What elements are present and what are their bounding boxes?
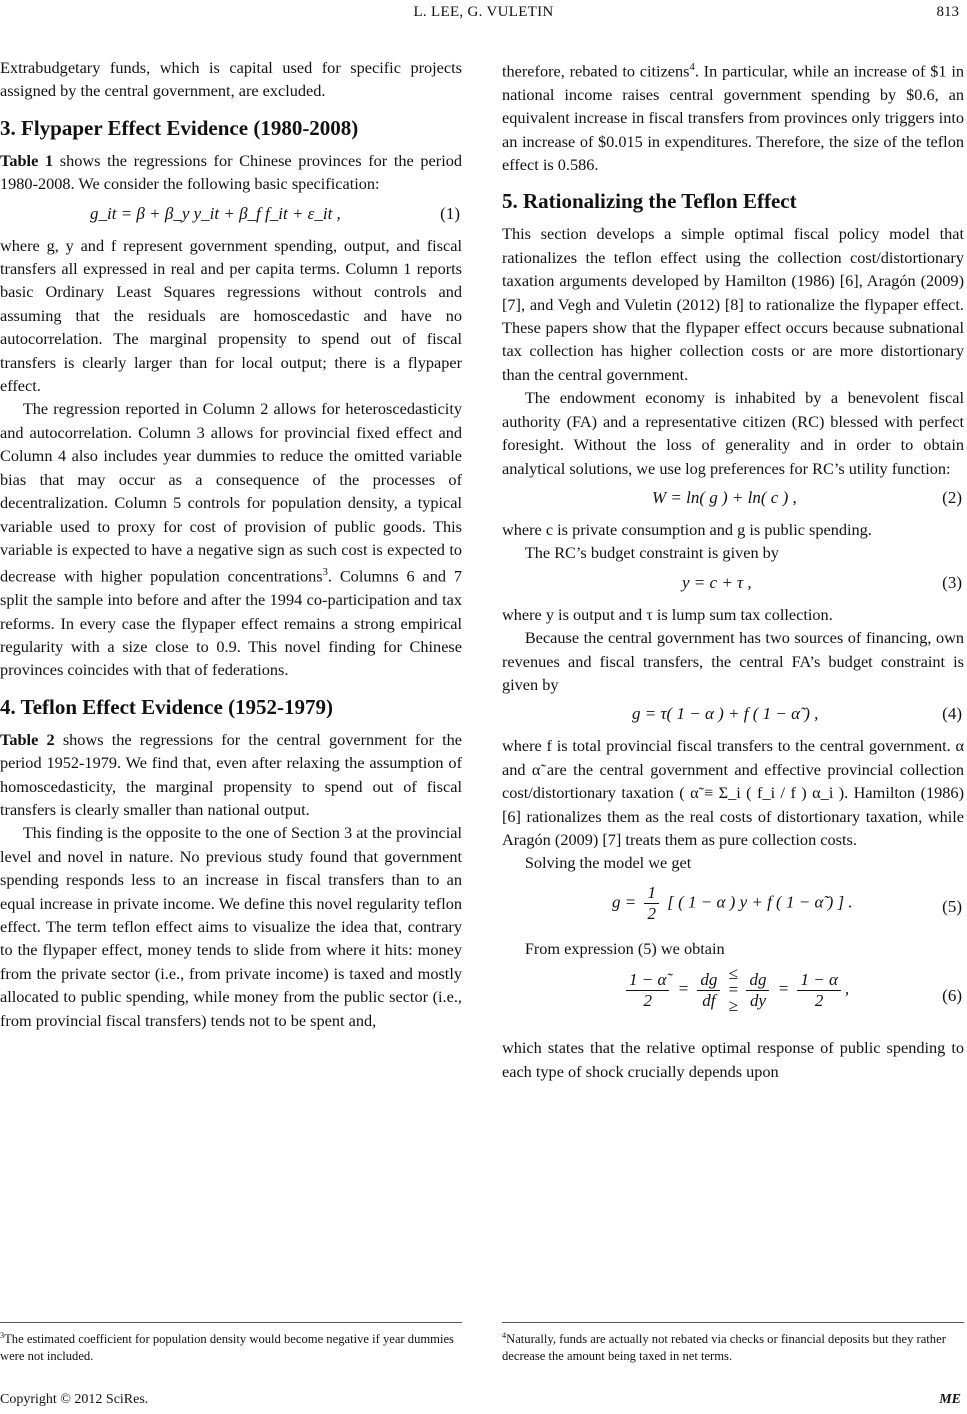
continued-rest: . In particular, while an increase of $1 in national income raises central government spending by $0.6, an equivalent increase in fiscal transfers from provinces only triggers into an increase of $0.015 in expenditures. Therefore, the size of the teflon effect is 0.586.: [502, 61, 964, 175]
section-5-paragraph-2: The endowment economy is inhabited by a benevolent fiscal authority (FA) and a representative citizen (RC) blessed with perfect foresight. Without the loss of generality and in order to obtain analytical solutions, we use log preferences for RC’s utility function:: [502, 388, 964, 478]
section-5-paragraph-10: which states that the relative optimal response of public spending to each type of shock crucially depends upon: [502, 1038, 964, 1081]
section-5-paragraph-5: where y is output and τ is lump sum tax collection.: [502, 604, 833, 624]
footnote-rule-left: [0, 1322, 462, 1323]
equation-5-denominator: 2: [647, 903, 656, 923]
equation-1-number: (1): [440, 203, 460, 223]
section-4-paragraph-2: This finding is the opposite to the one of Section 3 at the provincial level and novel in nature. No previous study found that government spending responds less to an increase in fiscal transfers than to an equal increase in private income. We define this novel regularity teflon effect. The term teflon effect aims to visualize the idea that, contrary to the flypaper effect, money tends to slide from where it hits: money from the private sector (i.e., from private income) is taxed and mostly allocated to public spending, while money from the public sector (i.e., from provincial fiscal transfers) tends not to be spent and,: [0, 823, 462, 1030]
equation-3-body: y = c + τ ,: [682, 572, 752, 592]
section-4-paragraph-1: [0, 728, 462, 822]
equation-5: [502, 875, 964, 937]
section-3-p3-text: The regression reported in Column 2 allows for heteroscedasticity and autocorrelation. Column 3 allows for provincial fixed effect and Column 4 also includes year dummies to reduce the omitted variable bias that may occur as a consequence of the processes of decentralization. Column 5 controls for population density, a typical variable used to proxy for cost of provision of public goods. This variable is expected to have a negative sign as such cost is expected to decrease with higher population concentrations: [0, 399, 462, 586]
section-4-heading: 4. Teflon Effect Evidence (1952-1979): [0, 694, 334, 719]
equation-2: [502, 480, 964, 518]
copyright-notice: Copyright © 2012 SciRes.: [0, 1392, 149, 1407]
equation-3-number: (3): [942, 572, 962, 592]
equation-6-term-c: [746, 970, 769, 1011]
equation-4: [502, 696, 964, 734]
equation-5-body: [612, 883, 853, 924]
page-number: 813: [936, 4, 959, 20]
section-5-paragraph-4: The RC’s budget constraint is given by: [524, 543, 779, 563]
footnote-4: [502, 1327, 964, 1365]
equation-6-b-num: dg: [697, 970, 720, 991]
intro-paragraph: Extrabudgetary funds, which is capital used for specific projects assigned by the central government, are excluded.: [0, 58, 462, 101]
section-5-paragraph-8: Solving the model we get: [524, 853, 692, 873]
section-5-paragraph-9: From expression (5) we obtain: [524, 938, 725, 958]
running-header: [0, 0, 967, 30]
section-3-heading: 3. Flypaper Effect Evidence (1980-2008): [0, 115, 359, 140]
equation-6-d-den: 2: [814, 990, 824, 1010]
section-3-paragraph-1: [0, 149, 462, 196]
footnote-4-marker[interactable]: 4: [689, 62, 695, 73]
equation-6-term-d: [797, 970, 840, 1011]
equation-6-b-den: df: [702, 990, 716, 1010]
equation-6: [502, 960, 964, 1036]
footnote-3-marker[interactable]: 3: [322, 567, 328, 579]
footnote-3-text: The estimated coefficient for population density would become negative if year dummies were not included.: [0, 1332, 454, 1364]
equation-2-body: W = ln( g ) + ln( c ) ,: [652, 487, 797, 507]
section-3-p3-rest: . Columns 6 and 7 split the sample into before and after the 1994 co-participation and tax reforms. In every case the flypaper effect remains a strong empirical regularity with a size close to 0.9. This novel finding for Chinese provinces coincides with that of federations.: [0, 566, 462, 680]
table-2-ref: Table 2: [0, 729, 55, 749]
equation-5-number: (5): [942, 896, 962, 916]
equation-6-term-b: [697, 970, 720, 1011]
right-column: [502, 56, 964, 1083]
equation-6-c-num: dg: [746, 970, 769, 991]
equation-6-ge: ≥: [728, 996, 739, 1016]
equation-6-d-num: 1 − α: [797, 970, 840, 991]
equation-6-a-num: 1 − α̃: [626, 970, 669, 991]
left-column: [0, 56, 462, 1032]
footnote-3-number: 3: [0, 1331, 5, 1340]
table-1-ref: Table 1: [0, 150, 54, 170]
equation-6-number: (6): [942, 986, 962, 1006]
equation-5-numerator: 1: [644, 883, 659, 904]
equation-6-relation: ≤ = ≥: [728, 964, 739, 1016]
equation-2-number: (2): [942, 487, 962, 507]
footnote-3: [0, 1327, 462, 1365]
section-5-paragraph-6: Because the central government has two sources of financing, own revenues and fiscal transfers, the central FA’s budget constraint is given by: [502, 628, 964, 694]
section-5-paragraph-7: where f is total provincial fiscal transfers to the central government. α and α̃ are the central government and effective provincial collection cost/distortionary taxation ( α̃ ≡ Σ_i ( f_i / f ) α_i ). Hamilton (1986) [6] rationalizes them as the real costs of distortionary taxation, while Aragón (2009) [7] treats them as pure collection costs.: [502, 736, 964, 849]
running-title: L. LEE, G. VULETIN: [413, 4, 554, 20]
section-4-p1-text: shows the regressions for the central government for the period 1952-1979. We find that, even after relaxing the assumption of homoscedasticity, the marginal propensity to spend out of fiscal transfers is clearly smaller than national output.: [0, 729, 462, 819]
section-3-paragraph-3: [0, 397, 462, 681]
continued-paragraph: [502, 56, 964, 176]
journal-abbreviation: ME: [939, 1392, 961, 1407]
equation-6-le: ≤: [728, 964, 739, 984]
equation-6-body: $\frac{1 - \alphã}{2}$ = $\frac{dg}{df}$ ≤ = ≥ $\frac{dg}{dy}$ = $\frac{1 - \alpha}{2}$ ,: [622, 966, 849, 1014]
section-5-heading: 5. Rationalizing the Teflon Effect: [502, 189, 797, 214]
equation-3: [502, 565, 964, 603]
equation-1-body: g_it = β + β_y y_it + β_f f_it + ε_it ,: [90, 203, 341, 223]
section-3-p1-text: shows the regressions for Chinese provinces for the period 1980-2008. We consider the following basic specification:: [0, 150, 462, 194]
section-3-paragraph-2: where g, y and f represent government spending, output, and fiscal transfers all expressed in real and per capita terms. Column 1 reports basic Ordinary Least Squares regressions without controls and assuming that the residuals are homoscedastic and have no autocorrelation. The marginal propensity to spend out of fiscal transfers is clearly larger than for local output; there is a flypaper effect.: [0, 235, 462, 396]
equation-5-fraction: [644, 883, 659, 924]
footnote-rule-right: [502, 1322, 964, 1323]
section-5-paragraph-1: This section develops a simple optimal fiscal policy model that rationalizes the teflon effect using the collection cost/distortionary taxation arguments developed by Hamilton (1986) [6], Aragón (2009) [7], and Vegh and Vuletin (2012) [8] to rationalize the flypaper effect. These papers show that the flypaper effect occurs because subnational tax collection has higher collection costs or are more distortionary than the central government.: [502, 224, 964, 384]
section-5-paragraph-3: where c is private consumption and g is public spending.: [502, 519, 872, 539]
footnote-4-number: 4: [502, 1331, 507, 1340]
equation-5-rhs: [ ( 1 − α ) y + f ( 1 − α̃ ) ] .: [667, 892, 853, 912]
equation-4-body: g = τ( 1 − α ) + f ( 1 − α̃ ) ,: [632, 704, 819, 724]
continued-text: therefore, rebated to citizens: [502, 61, 690, 81]
equation-1: [0, 196, 462, 234]
footnote-4-text: Naturally, funds are actually not rebated via checks or financial deposits but they rather decrease the amount being taxed in net terms.: [502, 1332, 946, 1364]
equation-6-c-den: dy: [749, 990, 766, 1010]
equation-6-a-den: 2: [643, 990, 652, 1010]
equation-4-number: (4): [942, 704, 962, 724]
equation-5-lhs: g =: [612, 892, 637, 912]
equation-6-term-a: [626, 970, 669, 1011]
